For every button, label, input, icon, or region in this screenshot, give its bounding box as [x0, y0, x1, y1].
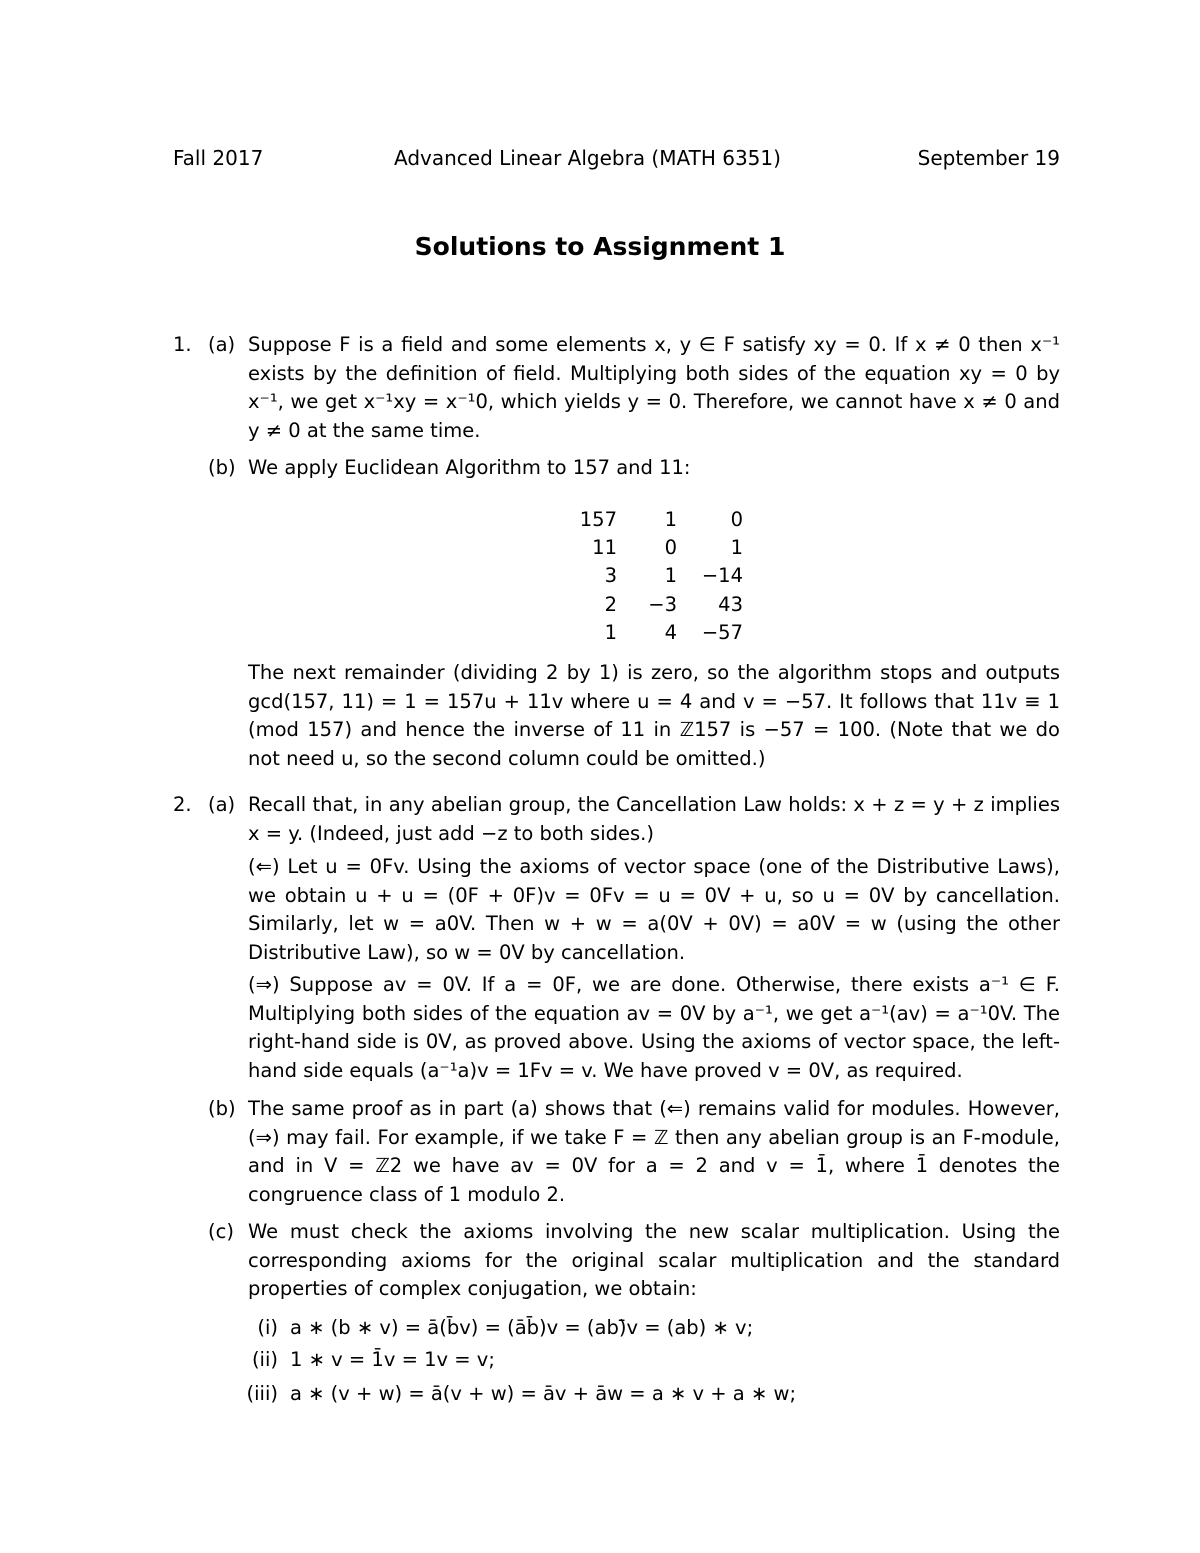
remainder-cell: 1: [604, 620, 617, 644]
coef-u-cell: 1: [664, 564, 677, 588]
euclid-row: [575, 590, 743, 618]
euclid-table: [575, 505, 743, 646]
problem-2c-label: (c): [208, 1220, 234, 1243]
item-ii-label: (ii): [251, 1348, 278, 1371]
item-ii-equation: 1 ∗ v = 1̄v = 1v = v;: [290, 1348, 495, 1371]
problem-2c-text: We must check the axioms involving the new scalar multiplication. Using the corresponding axioms for the original scalar multiplication and the standard properties of complex conjugation, we obtain:: [248, 1220, 1060, 1300]
coef-v-cell: −14: [701, 564, 743, 588]
item-iii-equation: a ∗ (v + w) = ā(v + w) = āv + āw = a ∗ v + a ∗ w;: [290, 1382, 797, 1405]
problem-2a-p3: (⇒) Suppose av = 0V. If a = 0F, we are done. Otherwise, there exists a⁻¹ ∈ F. Multiplying both sides of the equation av = 0V by a⁻¹, we get a⁻¹(av) = a⁻¹0V. The right-hand side is 0V, as proved above. Using the axioms of vector space, the left-hand side equals (a⁻¹a)v = 1Fv = v. We have proved v = 0V, as required.: [248, 973, 1060, 1082]
problem-1a-label: (a): [208, 333, 236, 356]
coef-u-cell: 4: [664, 620, 677, 644]
euclid-row: [575, 533, 743, 561]
coef-v-cell: 0: [730, 507, 743, 531]
problem-1b-label: (b): [208, 456, 236, 479]
coef-v-cell: 1: [730, 535, 743, 559]
coef-u-cell: 1: [664, 507, 677, 531]
problem-2a-label: (a): [208, 793, 236, 816]
problem-2b-label: (b): [208, 1097, 236, 1120]
page-title: Solutions to Assignment 1: [414, 232, 786, 261]
item-i-label: (i): [257, 1316, 278, 1339]
page-header: [173, 146, 1060, 174]
item-iii-label: (iii): [246, 1382, 278, 1405]
header-course: Advanced Linear Algebra (MATH 6351): [394, 146, 781, 170]
remainder-cell: 11: [592, 535, 617, 559]
problem-1a-text: Suppose F is a field and some elements x, y ∈ F satisfy xy = 0. If x ≠ 0 then x⁻¹ exists by the definition of field. Multiplying both sides of the equation xy = 0 by x⁻¹, we get x⁻¹xy = x⁻¹0, which yields y = 0. Therefore, we cannot have x ≠ 0 and y ≠ 0 at the same time.: [248, 333, 1060, 442]
remainder-cell: 2: [604, 592, 617, 616]
header-date: September 19: [917, 146, 1060, 170]
problem-2-number: 2.: [173, 793, 192, 816]
problem-2a-p1: Recall that, in any abelian group, the Cancellation Law holds: x + z = y + z implies x = y. (Indeed, just add −z to both sides.): [248, 793, 1060, 845]
remainder-cell: 157: [579, 507, 617, 531]
coef-v-cell: 43: [718, 592, 743, 616]
euclid-row: [575, 618, 743, 646]
coef-v-cell: −57: [701, 620, 743, 644]
problem-1-number: 1.: [173, 333, 192, 356]
header-term: Fall 2017: [173, 146, 264, 170]
item-i-equation: a ∗ (b ∗ v) = ā(b̄v) = (āb̄)v = (ab)̄v = (ab) ∗ v;: [290, 1316, 754, 1339]
coef-u-cell: −3: [648, 592, 677, 616]
euclid-row: [575, 505, 743, 533]
problem-1b-text: The next remainder (dividing 2 by 1) is zero, so the algorithm stops and outputs gcd(157, 11) = 1 = 157u + 11v where u = 4 and v = −57. It follows that 11v ≡ 1 (mod 157) and hence the inverse of 11 in ℤ157 is −57 = 100. (Note that we do not need u, so the second column could be omitted.): [248, 661, 1060, 770]
euclid-row: [575, 562, 743, 590]
problem-2b-text: The same proof as in part (a) shows that (⇐) remains valid for modules. However, (⇒) may fail. For example, if we take F = ℤ then any abelian group is an F-module, and in V = ℤ2 we have av = 0V for a = 2 and v = 1̄, where 1̄ denotes the congruence class of 1 modulo 2.: [248, 1097, 1060, 1206]
coef-u-cell: 0: [664, 535, 677, 559]
problem-2a-p2: (⇐) Let u = 0Fv. Using the axioms of vector space (one of the Distributive Laws), we obtain u + u = (0F + 0F)v = 0Fv = u = 0V + u, so u = 0V by cancellation. Similarly, let w = a0V. Then w + w = a(0V + 0V) = a0V = w (using the other Distributive Law), so w = 0V by cancellation.: [248, 855, 1060, 964]
problem-1b-intro: We apply Euclidean Algorithm to 157 and 11:: [248, 456, 691, 479]
remainder-cell: 3: [604, 564, 617, 588]
